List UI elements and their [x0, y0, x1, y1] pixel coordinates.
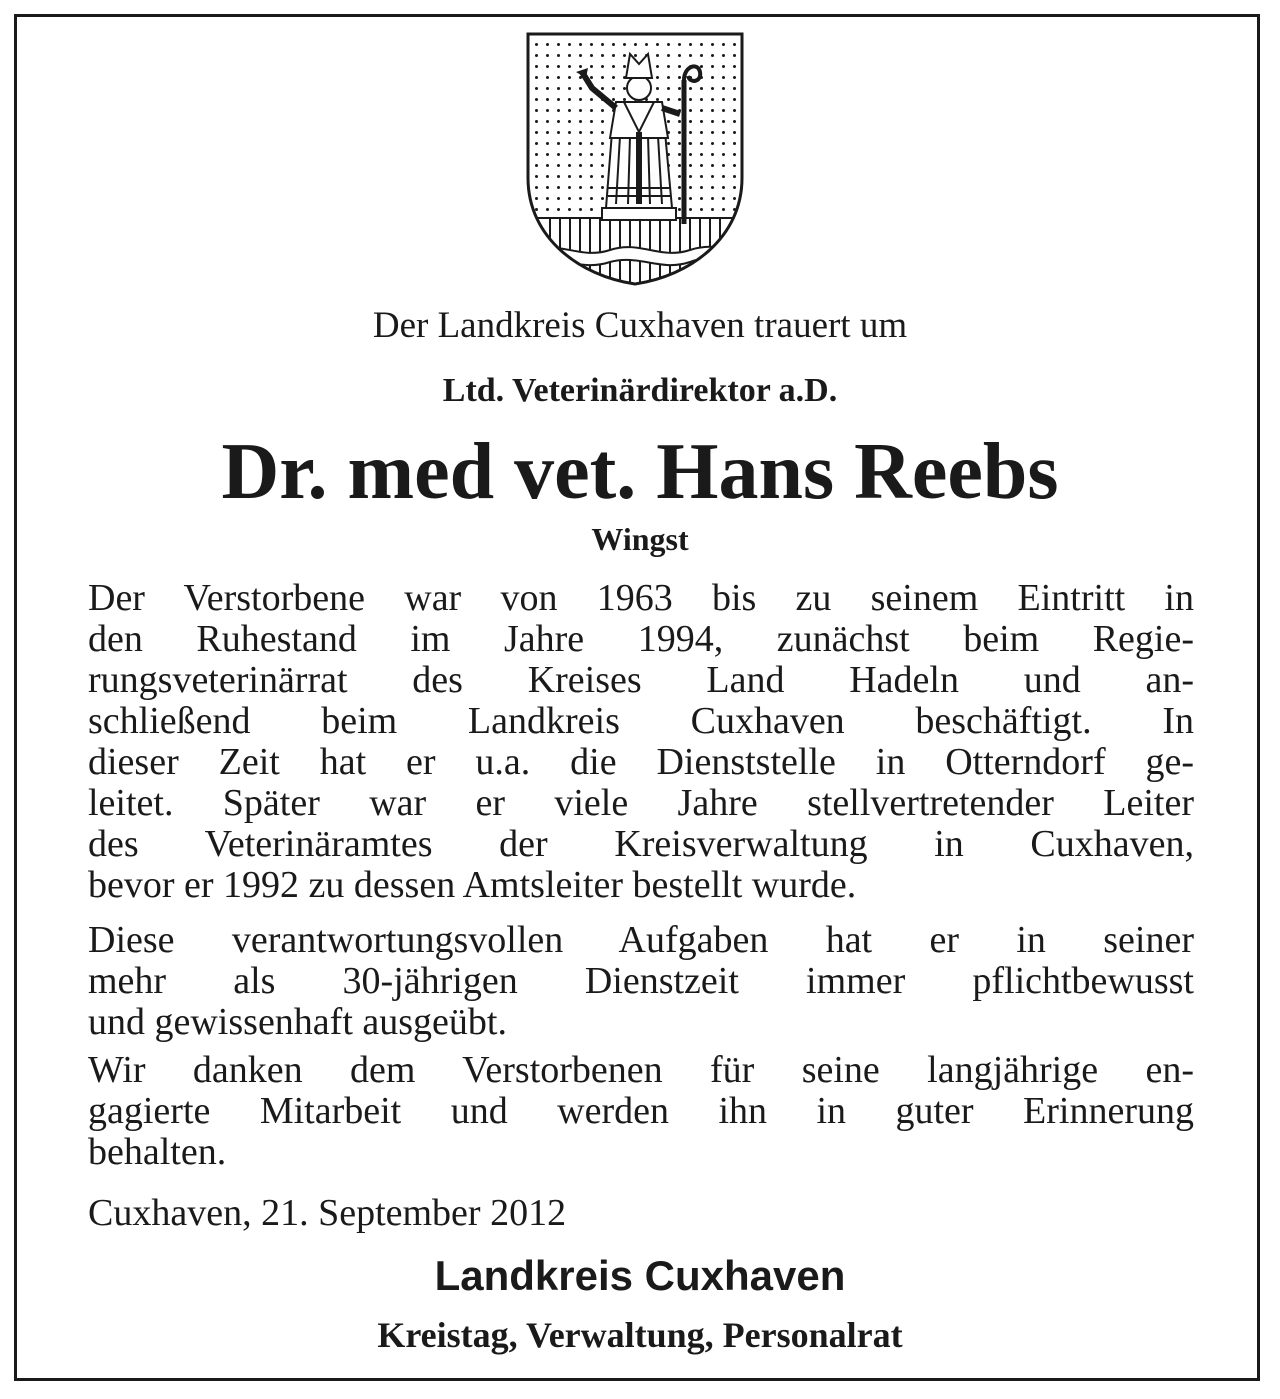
text-line: schließend beim Landkreis Cuxhaven beschäftigt. In [88, 700, 1194, 742]
text-line: Diese verantwortungsvollen Aufgaben hat er in seiner [88, 919, 1194, 961]
text-line: bevor er 1992 zu dessen Amtsleiter bestellt wurde. [88, 864, 857, 906]
text-line: den Ruhestand im Jahre 1994, zunächst beim Regie- [88, 618, 1194, 660]
paragraph-career [88, 578, 1194, 906]
paragraph-thanks [88, 1050, 1194, 1173]
text-line: dieser Zeit hat er u.a. die Dienststelle in Otterndorf ge- [88, 741, 1194, 783]
text-line: und gewissenhaft ausgeübt. [88, 1001, 507, 1043]
signature-bodies: Kreistag, Verwaltung, Personalrat [377, 1315, 903, 1355]
deceased-name: Dr. med vet. Hans Reebs [221, 428, 1059, 516]
text-line: mehr als 30-jährigen Dienstzeit immer pflichtbewusst [88, 960, 1194, 1002]
title-rank: Ltd. Veterinärdirektor a.D. [442, 372, 838, 409]
residence: Wingst [591, 521, 689, 557]
text-line: Wir danken dem Verstorbenen für seine langjährige en- [88, 1049, 1194, 1091]
signature-organization: Landkreis Cuxhaven [434, 1252, 846, 1299]
intro-line: Der Landkreis Cuxhaven trauert um [372, 305, 908, 346]
text-line: Der Verstorbene war von 1963 bis zu seinem Eintritt in [88, 577, 1194, 619]
paragraph-duties [88, 920, 1194, 1043]
text-line: gagierte Mitarbeit und werden ihn in guter Erinnerung [88, 1090, 1194, 1132]
text-line: leitet. Später war er viele Jahre stellvertretender Leiter [88, 782, 1194, 824]
text-line: rungsveterinärrat des Kreises Land Hadeln und an- [88, 659, 1194, 701]
date-line: Cuxhaven, 21. September 2012 [88, 1192, 567, 1234]
text-line: des Veterinäramtes der Kreisverwaltung in Cuxhaven, [88, 823, 1194, 865]
text-line: behalten. [88, 1131, 227, 1173]
coat-of-arms-icon [520, 28, 750, 290]
